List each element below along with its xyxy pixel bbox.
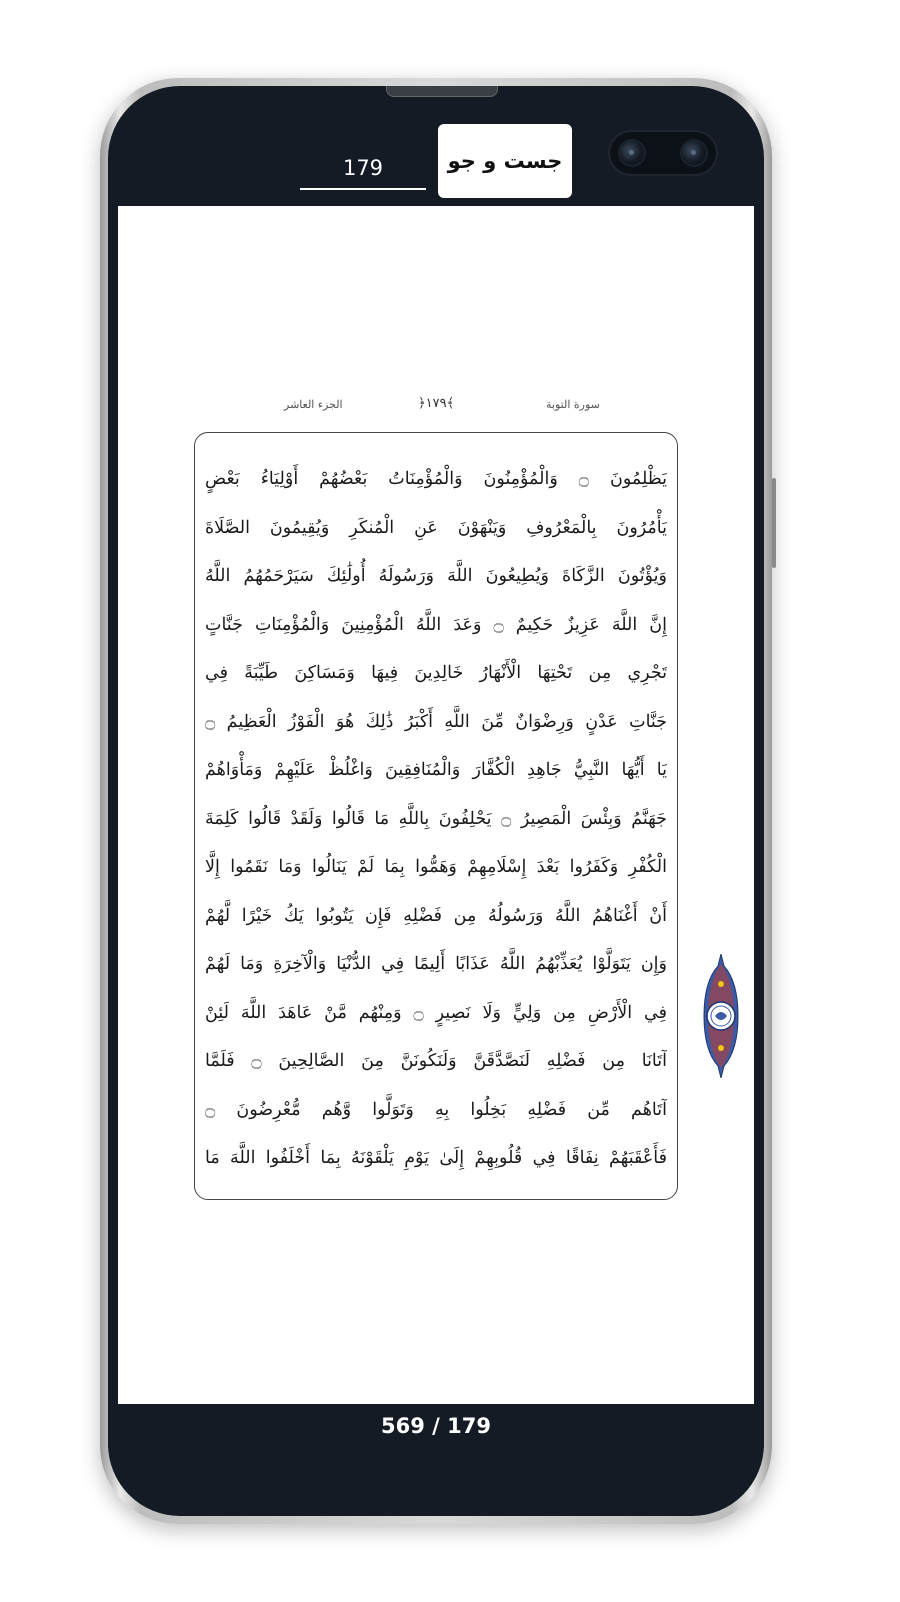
quran-line: جَنَّاتِ عَدْنٍ وَرِضْوَانٌ مِّنَ اللَّهِ أَكْبَرُ ذَٰلِكَ هُوَ الْفَوْزُ الْعَظِيمُ ۝ — [205, 711, 667, 732]
camera-cutout — [608, 130, 718, 176]
quran-text-frame — [194, 432, 678, 1200]
juz-label: الجزء العاشر — [284, 398, 343, 411]
quran-line: الْكُفْرِ وَكَفَرُوا بَعْدَ إِسْلَامِهِمْ وَهَمُّوا بِمَا لَمْ يَنَالُوا وَمَا نَقَمُوا إِلَّا — [205, 857, 667, 877]
quran-line: جَهَنَّمُ وَبِئْسَ الْمَصِيرُ ۝ يَحْلِفُونَ بِاللَّهِ مَا قَالُوا وَلَقَدْ قَالُوا كَلِمَةَ — [205, 808, 667, 829]
camera-icon — [620, 141, 644, 165]
quran-line: فِي الْأَرْضِ مِن وَلِيٍّ وَلَا نَصِيرٍ ۝ وَمِنْهُم مَّنْ عَاهَدَ اللَّهَ لَئِنْ — [205, 1002, 667, 1023]
mushaf-page-view[interactable] — [118, 206, 754, 1404]
surah-label: سورة التوبة — [546, 398, 600, 411]
phone-frame — [100, 78, 772, 1524]
search-button[interactable]: جست و جو — [438, 124, 572, 198]
quran-line: وَيُؤْتُونَ الزَّكَاةَ وَيُطِيعُونَ اللَّهَ وَرَسُولَهُ أُولَٰئِكَ سَيَرْحَمُهُمُ اللَّهُ — [205, 566, 667, 586]
page-counter: 569 / 179 — [381, 1414, 491, 1438]
quran-line: يَظْلِمُونَ ۝ وَالْمُؤْمِنُونَ وَالْمُؤْمِنَاتُ بَعْضُهُمْ أَوْلِيَاءُ بَعْضٍ — [205, 469, 667, 489]
quran-line: وَإِن يَتَوَلَّوْا يُعَذِّبْهُمُ اللَّهُ عَذَابًا أَلِيمًا فِي الدُّنْيَا وَالْآخِرَةِ وَمَا لَهُمْ — [205, 954, 667, 974]
page-number-input[interactable] — [300, 148, 426, 190]
side-button — [772, 478, 776, 568]
phone-bezel — [108, 86, 764, 1516]
quran-line: يَا أَيُّهَا النَّبِيُّ جَاهِدِ الْكُفَّارَ وَالْمُنَافِقِينَ وَاغْلُظْ عَلَيْهِمْ وَمَأْوَاهُمْ — [205, 760, 667, 780]
camera-icon — [682, 141, 706, 165]
hizb-marker-icon — [703, 954, 739, 1078]
page-counter-bar — [108, 1404, 764, 1448]
quran-line: آتَاهُم مِّن فَضْلِهِ بَخِلُوا بِهِ وَتَوَلَّوا وَّهُم مُّعْرِضُونَ ۝ — [205, 1099, 667, 1120]
top-toolbar — [108, 86, 764, 206]
quran-line: فَأَعْقَبَهُمْ نِفَاقًا فِي قُلُوبِهِمْ إِلَىٰ يَوْمِ يَلْقَوْنَهُ بِمَا أَخْلَفُوا اللَّهَ مَا — [205, 1148, 667, 1168]
quran-line: آتَانَا مِن فَضْلِهِ لَنَصَّدَّقَنَّ وَلَنَكُونَنَّ مِنَ الصَّالِحِينَ ۝ فَلَمَّا — [205, 1051, 667, 1071]
page-header — [284, 392, 604, 416]
quran-line: إِنَّ اللَّهَ عَزِيزٌ حَكِيمٌ ۝ وَعَدَ اللَّهُ الْمُؤْمِنِينَ وَالْمُؤْمِنَاتِ جَنَّاتٍ — [205, 614, 667, 635]
page-number-label: ﴿١٧٩﴾ — [418, 396, 455, 411]
quran-line: تَجْرِي مِن تَحْتِهَا الْأَنْهَارُ خَالِدِينَ فِيهَا وَمَسَاكِنَ طَيِّبَةً فِي — [205, 663, 667, 683]
quran-line: يَأْمُرُونَ بِالْمَعْرُوفِ وَيَنْهَوْنَ عَنِ الْمُنكَرِ وَيُقِيمُونَ الصَّلَاةَ — [205, 517, 667, 538]
quran-line: أَنْ أَغْنَاهُمُ اللَّهُ وَرَسُولُهُ مِن فَضْلِهِ فَإِن يَتُوبُوا يَكُ خَيْرًا لَّهُمْ — [205, 905, 667, 926]
